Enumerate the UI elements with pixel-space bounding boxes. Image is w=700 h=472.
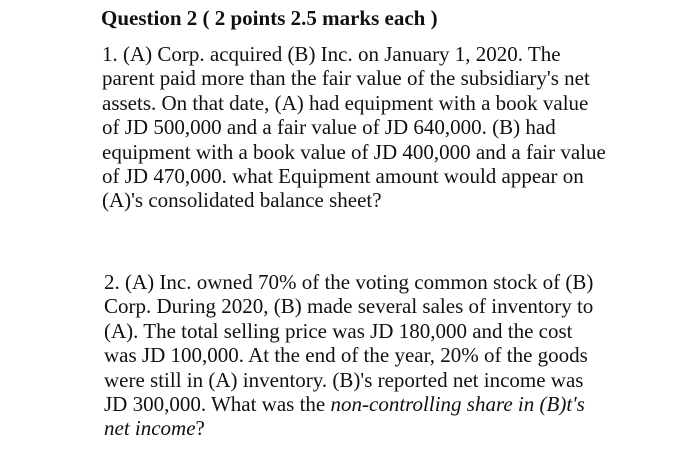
question-2-line (104, 416, 593, 440)
question-2-line (104, 392, 593, 416)
question-2-italic-text: net income (104, 416, 196, 441)
question-1-line: parent paid more than the fair value of the subsidiary's net (102, 66, 590, 91)
question-2-line-text: ? (195, 416, 205, 441)
question-1-line: of JD 470,000. what Equipment amount would appear on (102, 164, 584, 189)
question-1-line: (A)'s consolidated balance sheet? (102, 188, 382, 213)
question-1-line: of JD 500,000 and a fair value of JD 640,000. (B) had (102, 115, 556, 140)
question-2-line: were still in (A) inventory. (B)'s reported net income was (104, 367, 584, 392)
question-2-line: (A). The total selling price was JD 180,000 and the cost (104, 318, 573, 343)
question-1 (102, 42, 606, 213)
question-1-line: assets. On that date, (A) had equipment with a book value (102, 90, 589, 115)
question-1-line: equipment with a book value of JD 400,000 and a fair value (102, 139, 606, 164)
question-1-line: 1. (A) Corp. acquired (B) Inc. on January 1, 2020. The (102, 42, 561, 66)
question-2-line: was JD 100,000. At the end of the year, 20% of the goods (104, 343, 588, 368)
question-2-italic-text: non-controlling share in (B)t's (330, 392, 585, 417)
question-heading: Question 2 ( 2 points 2.5 marks each ) (101, 6, 438, 30)
question-2-line: Corp. During 2020, (B) made several sales of inventory to (104, 294, 594, 319)
question-2-line-text: JD 300,000. What was the (104, 392, 331, 417)
question-2-line: 2. (A) Inc. owned 70% of the voting common stock of (B) (104, 270, 594, 294)
question-2 (104, 270, 593, 441)
